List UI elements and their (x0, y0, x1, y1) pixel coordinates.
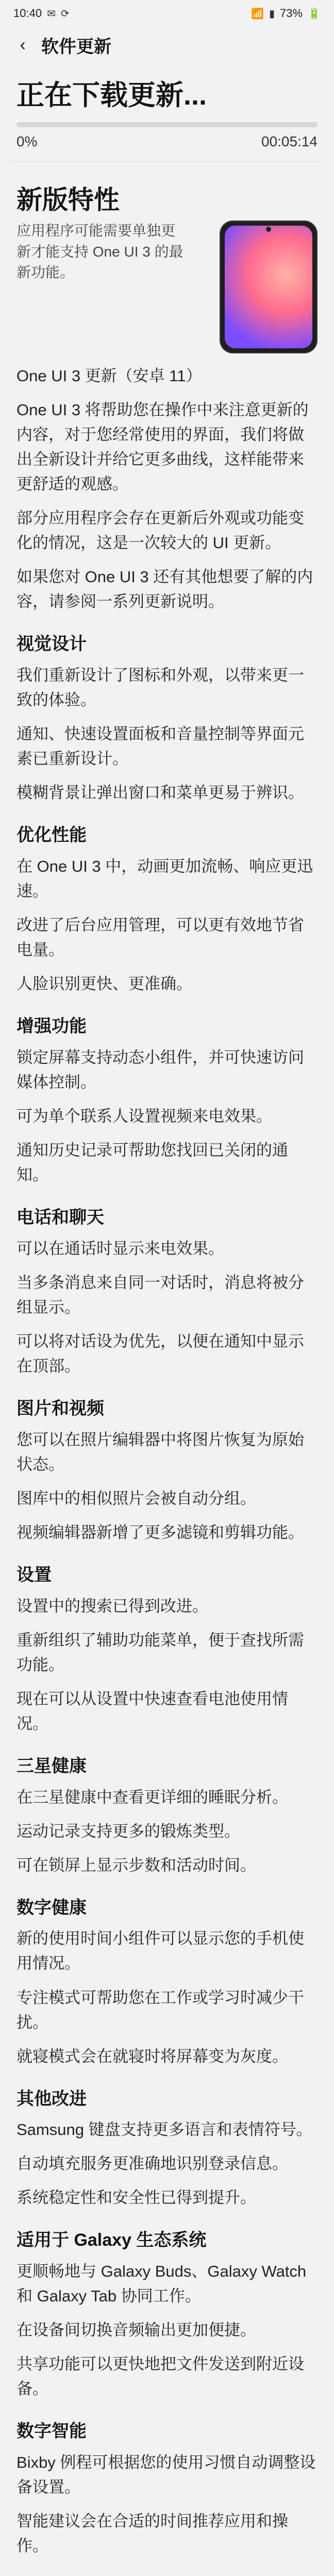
bullet-item: 设置中的搜索已得到改进。 (16, 1597, 208, 1615)
bullet-item: 您可以在照片编辑器中将图片恢复为原始状态。 (16, 1430, 304, 1473)
bullet-item: 共享功能可以更快地把文件发送到附近设备。 (16, 2355, 304, 2398)
bullet-item: 更顺畅地与 Galaxy Buds、Galaxy Watch 和 Galaxy Tab 协同工作。 (16, 2262, 307, 2306)
bullet-item: 改进了后台应用管理，可以更有效地节省电量。 (16, 916, 304, 959)
bullet-item: 通知、快速设置面板和音量控制等界面元素已重新设计。 (16, 725, 304, 768)
bullet-item: 视频编辑器新增了更多滤镜和剪辑功能。 (16, 1523, 304, 1541)
notification-icon: ✉ (47, 8, 56, 20)
section-heading: 其他改进 (16, 2089, 87, 2109)
bullet-item: 自动填充服务更准确地识别登录信息。 (16, 2155, 288, 2173)
release-notes-paragraph: One UI 3 将帮助您在操作中来注意更新的内容，对于您经常使用的界面，我们将做出全新设计并给它更多曲线，这样能带来更舒适的观感。 (16, 401, 309, 494)
battery-level: 73% (280, 7, 303, 20)
section-heading: 优化性能 (16, 825, 87, 845)
bullet-item: 可以在通话时显示来电效果。 (16, 1239, 224, 1258)
battery-icon: 🔋 (308, 8, 321, 20)
bullet-item: 我们重新设计了图标和外观，以带来更一致的体验。 (16, 666, 304, 709)
progress-bar (16, 122, 318, 127)
signal-icon: ▮ (269, 8, 275, 20)
release-notes-paragraph: One UI 3 更新（安卓 11） (16, 367, 202, 385)
bullet-item: 系统稳定性和安全性已得到提升。 (16, 2189, 256, 2207)
hero (0, 221, 334, 359)
bullet-item: 可在锁屏上显示步数和活动时间。 (16, 1856, 256, 1874)
hero-text: 应用程序可能需要单独更新才能支持 One UI 3 的最新功能。 (16, 223, 183, 281)
elapsed-time: 00:05:14 (261, 133, 318, 149)
bullet-item: 在设备间切换音频输出更加便捷。 (16, 2321, 256, 2340)
bullet-item: 可为单个联系人设置视频来电效果。 (16, 1107, 272, 1126)
bullet-item: 可以将对话设为优先，以便在通知中显示在顶部。 (16, 1332, 304, 1376)
bullet-item: Bixby 例程可根据您的使用习惯自动调整设备设置。 (16, 2453, 316, 2497)
bullet-item: Samsung 键盘支持更多语言和表情符号。 (16, 2121, 312, 2139)
bullet-item: 在 One UI 3 中，动画更加流畅、响应更迅速。 (16, 857, 313, 901)
clock: 10:40 (13, 7, 42, 20)
app-bar (0, 27, 334, 63)
release-notes (0, 359, 334, 2576)
divider (10, 161, 324, 162)
bullet-item: 专注模式可帮助您在工作或学习时减少干扰。 (16, 1988, 304, 2031)
phone-illustration (220, 221, 318, 353)
download-meta (16, 133, 318, 150)
bullet-item: 图库中的相似照片会被自动分组。 (16, 1489, 256, 1507)
bullet-item: 重新组织了辅助功能菜单，便于查找所需功能。 (16, 1631, 304, 1674)
bullet-item: 新的使用时间小组件可以显示您的手机使用情况。 (16, 1929, 304, 1973)
bullet-item: 当多条消息来自同一对话时，消息将被分组显示。 (16, 1273, 304, 1316)
section-heading: 图片和视频 (16, 1399, 104, 1419)
section-heading: 设置 (16, 1565, 52, 1585)
bullet-item: 通知历史记录可帮助您找回已关闭的通知。 (16, 1141, 288, 1184)
bullet-item: 人脸识别更快、更准确。 (16, 975, 192, 993)
bullet-item: 现在可以从设置中快速查看电池使用情况。 (16, 1689, 288, 1733)
section-heading: 数字智能 (16, 2421, 87, 2442)
section-heading: 增强功能 (16, 1016, 87, 1037)
progress-percent: 0% (16, 133, 38, 149)
bullet-item: 就寝模式会在就寝时将屏幕变为灰度。 (16, 2047, 288, 2065)
release-notes-paragraph: 如果您对 One UI 3 还有其他想要了解的内容，请参阅一系列更新说明。 (16, 568, 313, 611)
page-title: 软件更新 (41, 37, 111, 57)
release-notes-paragraph: 部分应用程序会存在更新后外观或功能变化的情况，这是一次较大的 UI 更新。 (16, 509, 304, 552)
section-title: 新版特性 (16, 185, 120, 214)
back-icon[interactable]: ‹ (20, 35, 26, 55)
bullet-item: 智能建议会在合适的时间推荐应用和操作。 (16, 2512, 288, 2555)
section-heading: 三星健康 (16, 1756, 87, 1776)
download-progress (0, 63, 334, 150)
section-heading: 视觉设计 (16, 634, 87, 654)
bullet-item: 运动记录支持更多的锻炼类型。 (16, 1822, 240, 1840)
bullet-item: 模糊背景让弹出窗口和菜单更易于辨识。 (16, 784, 304, 802)
phone-screen (225, 226, 312, 348)
bullet-item: 锁定屏幕支持动态小组件，并可快速访问媒体控制。 (16, 1048, 304, 1091)
wifi-icon: 📶 (251, 8, 264, 20)
sync-icon: ⟳ (60, 8, 70, 20)
download-title: 正在下载更新... (16, 80, 207, 111)
phone-camera (266, 227, 271, 232)
section-heading: 电话和聊天 (16, 1208, 104, 1228)
status-bar (0, 0, 334, 27)
section-heading: 适用于 Galaxy 生态系统 (16, 2230, 207, 2250)
bullet-item: 在三星健康中查看更详细的睡眠分析。 (16, 1788, 288, 1806)
section-heading: 数字健康 (16, 1897, 87, 1918)
